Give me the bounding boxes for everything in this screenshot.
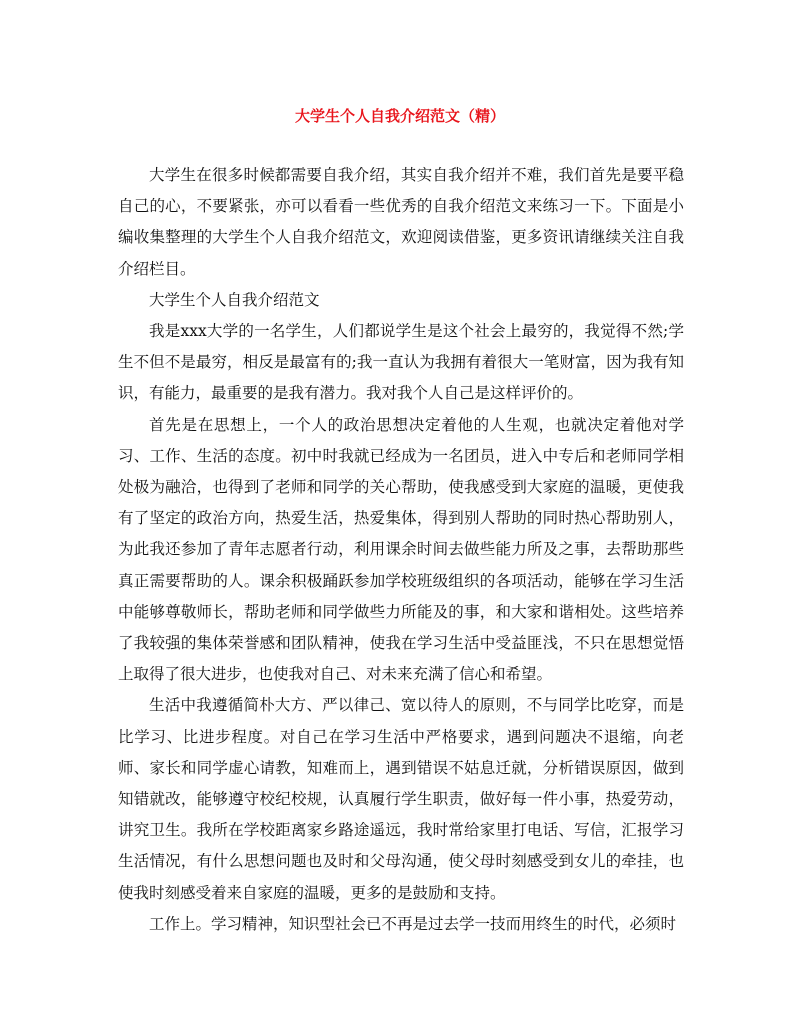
paragraph-intro: 大学生在很多时候都需要自我介绍，其实自我介绍并不难，我们首先是要平稳自己的心，不要紧张，亦可以看看一些优秀的自我介绍范文来练习一下。下面是小编收集整理的大学生个人自我介绍范文，欢迎阅读借鉴，更多资讯请继续关注自我介绍栏目。 xyxy=(118,166,684,278)
paragraph-subheading: 大学生个人自我介绍范文 xyxy=(149,290,320,309)
paragraph-life: 生活中我遵循简朴大方、严以律己、宽以待人的原则，不与同学比吃穿，而是比学习、比进步程度。对自己在学习生活中严格要求，遇到问题决不退缩，向老师、家长和同学虚心请教，知难而上，遇到错误不姑息迁就，分析错误原因，做到知错就改，能够遵守校纪校规，认真履行学生职责，做好每一件小事，热爱劳动，讲究卫生。我所在学校距离家乡路途遥远，我时常给家里打电话、写信，汇报学习生活情况，有什么思想问题也及时和父母沟通，使父母时刻感受到女儿的牵挂，也使我时刻感受着来自家庭的温暖，更多的是鼓励和支持。 xyxy=(118,696,684,902)
document-body xyxy=(118,160,684,940)
paragraph-self-introduction: 我是xxx大学的一名学生，人们都说学生是这个社会上最穷的，我觉得不然;学生不但不是最穷，相反是最富有的;我一直认为我拥有着很大一笔财富，因为我有知识，有能力，最重要的是我有潜力。我对我个人自己是这样评价的。 xyxy=(118,322,684,403)
document-title: 大学生个人自我介绍范文（精） xyxy=(294,107,505,125)
paragraph-thought: 首先是在思想上，一个人的政治思想决定着他的人生观，也就决定着他对学习、工作、生活的态度。初中时我就已经成为一名团员，进入中专后和老师同学相处极为融洽，也得到了老师和同学的关心帮助，使我感受到大家庭的温暖，更使我有了坚定的政治方向，热爱生活，热爱集体，得到别人帮助的同时热心帮助别人，为此我还参加了青年志愿者行动，利用课余时间去做些能力所及之事，去帮助那些真正需要帮助的人。课余积极踊跃参加学校班级组织的各项活动，能够在学习生活中能够尊敬师长，帮助老师和同学做些力所能及的事，和大家和谐相处。这些培养了我较强的集体荣誉感和团队精神，使我在学习生活中受益匪浅，不只在思想觉悟上取得了很大进步，也使我对自己、对未来充满了信心和希望。 xyxy=(118,415,684,684)
paragraph-work: 工作上。学习精神，知识型社会已不再是过去学一技而用终生的时代，必须时 xyxy=(149,914,677,933)
